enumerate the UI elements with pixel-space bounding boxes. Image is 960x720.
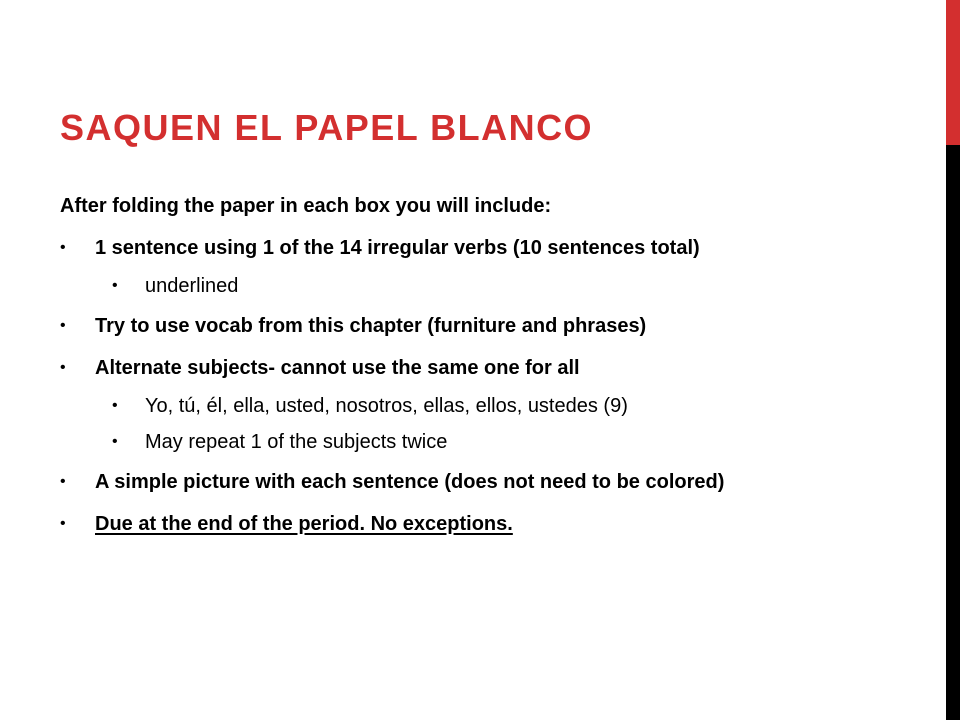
accent-bar-red	[946, 0, 960, 145]
bullet-icon: •	[60, 239, 66, 256]
slide-body	[60, 193, 860, 553]
list-item	[60, 355, 860, 381]
list-item-text: underlined	[145, 275, 239, 297]
list-item-text: A simple picture with each sentence (does not need to be colored)	[95, 471, 725, 493]
sub-list-item	[60, 273, 860, 299]
list-item	[60, 511, 860, 537]
list-item-text: May repeat 1 of the subjects twice	[145, 431, 448, 453]
sub-list-item	[60, 429, 860, 455]
bullet-icon: •	[112, 397, 118, 414]
list-item	[60, 469, 860, 495]
sub-list-item	[60, 393, 860, 419]
list-item-text: 1 sentence using 1 of the 14 irregular verbs (10 sentences total)	[95, 237, 700, 259]
list-item	[60, 313, 860, 339]
bullet-icon: •	[112, 277, 118, 294]
list-item-text: Try to use vocab from this chapter (furniture and phrases)	[95, 315, 647, 337]
bullet-icon: •	[60, 359, 66, 376]
intro-text: After folding the paper in each box you will include:	[60, 195, 552, 217]
accent-bar-black	[946, 145, 960, 720]
bullet-icon: •	[112, 433, 118, 450]
slide-title: SAQUEN EL PAPEL BLANCO	[60, 107, 594, 148]
list-item-text: Alternate subjects- cannot use the same one for all	[95, 357, 580, 379]
bullet-icon: •	[60, 515, 66, 532]
list-item	[60, 235, 860, 261]
list-item-text: Yo, tú, él, ella, usted, nosotros, ellas, ellos, ustedes (9)	[145, 395, 628, 417]
bullet-icon: •	[60, 317, 66, 334]
due-notice: Due at the end of the period. No exceptions.	[95, 513, 513, 535]
bullet-icon: •	[60, 473, 66, 490]
